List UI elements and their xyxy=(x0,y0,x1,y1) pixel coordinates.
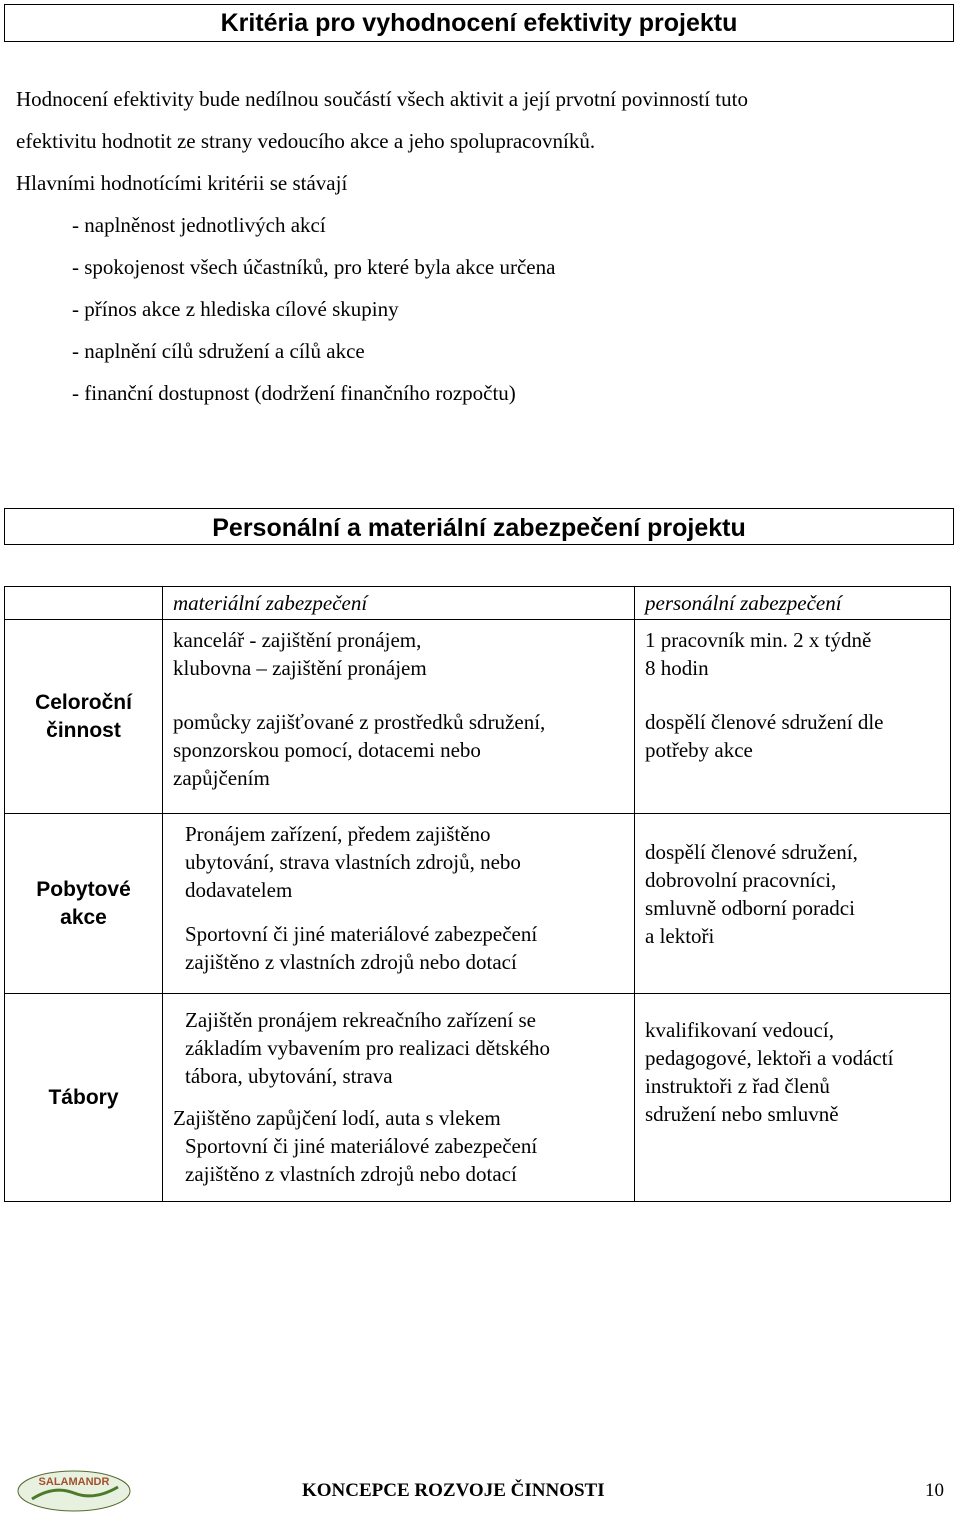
cell-line: dospělí členové sdružení, xyxy=(645,840,858,864)
cell-line: 8 hodin xyxy=(645,656,709,680)
material-cell xyxy=(163,814,635,994)
cell-line: dobrovolní pracovníci, xyxy=(645,868,837,892)
cell-line: potřeby akce xyxy=(645,738,753,762)
corner-cell xyxy=(5,587,163,620)
row-label: Pobytové akce xyxy=(5,814,163,994)
cell-line: Zajištěno zapůjčení lodí, auta s vlekem xyxy=(173,1106,501,1130)
intro-line: Hlavními hodnotícími kritérii se stávají xyxy=(16,171,348,195)
col-header-personal: personální zabezpečení xyxy=(635,587,951,620)
cell-line: zajištěno z vlastních zdrojů nebo dotací xyxy=(185,1162,517,1186)
cell-line: dodavatelem xyxy=(185,878,293,902)
resources-table xyxy=(4,586,951,1202)
col-header-material: materiální zabezpečení xyxy=(163,587,635,620)
criteria-item: - přínos akce z hlediska cílové skupiny xyxy=(72,297,399,321)
cell-line: Pronájem zařízení, předem zajištěno xyxy=(185,822,491,846)
cell-line: sponzorskou pomocí, dotacemi nebo xyxy=(173,738,481,762)
table-row xyxy=(5,814,951,994)
cell-line: zapůjčením xyxy=(173,766,270,790)
criteria-paragraph xyxy=(16,78,936,414)
footer-title: KONCEPCE ROZVOJE ČINNOSTI xyxy=(302,1480,605,1501)
page-number: 10 xyxy=(925,1480,944,1501)
criteria-item: - naplnění cílů sdružení a cílů akce xyxy=(72,339,365,363)
page-footer xyxy=(0,1465,960,1515)
logo-text: SALAMANDR xyxy=(38,1476,110,1488)
cell-line: instruktoři z řad členů xyxy=(645,1074,830,1098)
personal-cell xyxy=(635,994,951,1202)
personal-cell xyxy=(635,620,951,814)
table-row xyxy=(5,994,951,1202)
criteria-item: - finanční dostupnost (dodržení finančního rozpočtu) xyxy=(72,381,516,405)
table-row xyxy=(5,620,951,814)
salamandr-logo xyxy=(14,1465,134,1515)
cell-line: Sportovní či jiné materiálové zabezpečení xyxy=(185,922,538,946)
criteria-item: - naplněnost jednotlivých akcí xyxy=(72,213,326,237)
cell-line: pomůcky zajišťované z prostředků sdružení, xyxy=(173,710,546,734)
cell-line: 1 pracovník min. 2 x týdně xyxy=(645,628,872,652)
row-label: Tábory xyxy=(5,994,163,1202)
cell-line: ubytování, strava vlastních zdrojů, nebo xyxy=(185,850,521,874)
intro-line: efektivitu hodnotit ze strany vedoucího akce a jeho spolupracovníků. xyxy=(16,129,596,153)
material-cell xyxy=(163,620,635,814)
criteria-item: - spokojenost všech účastníků, pro které byla akce určena xyxy=(72,255,556,279)
intro-line: Hodnocení efektivity bude nedílnou součástí všech aktivit a její prvotní povinností tuto xyxy=(16,87,748,111)
cell-line: a lektoři xyxy=(645,924,715,948)
cell-line: Sportovní či jiné materiálové zabezpečení xyxy=(185,1134,538,1158)
cell-line: Zajištěn pronájem rekreačního zařízení se xyxy=(185,1008,536,1032)
cell-line: dospělí členové sdružení dle xyxy=(645,710,884,734)
material-cell xyxy=(163,994,635,1202)
cell-line: základím vybavením pro realizaci dětského xyxy=(185,1036,551,1060)
page-heading-criteria: Kritéria pro vyhodnocení efektivity projektu xyxy=(4,4,954,42)
cell-line: tábora, ubytování, strava xyxy=(185,1064,393,1088)
cell-line: kancelář - zajištění pronájem, xyxy=(173,628,422,652)
row-label: Celoroční činnost xyxy=(5,620,163,814)
cell-line: sdružení nebo smluvně xyxy=(645,1102,839,1126)
cell-line: pedagogové, lektoři a vodáctí xyxy=(645,1046,894,1070)
page-heading-resources: Personální a materiální zabezpečení projektu xyxy=(4,508,954,545)
table-header-row xyxy=(5,587,951,620)
cell-line: smluvně odborní poradci xyxy=(645,896,855,920)
personal-cell xyxy=(635,814,951,994)
cell-line: zajištěno z vlastních zdrojů nebo dotací xyxy=(185,950,517,974)
cell-line: klubovna – zajištění pronájem xyxy=(173,656,427,680)
cell-line: kvalifikovaní vedoucí, xyxy=(645,1018,834,1042)
